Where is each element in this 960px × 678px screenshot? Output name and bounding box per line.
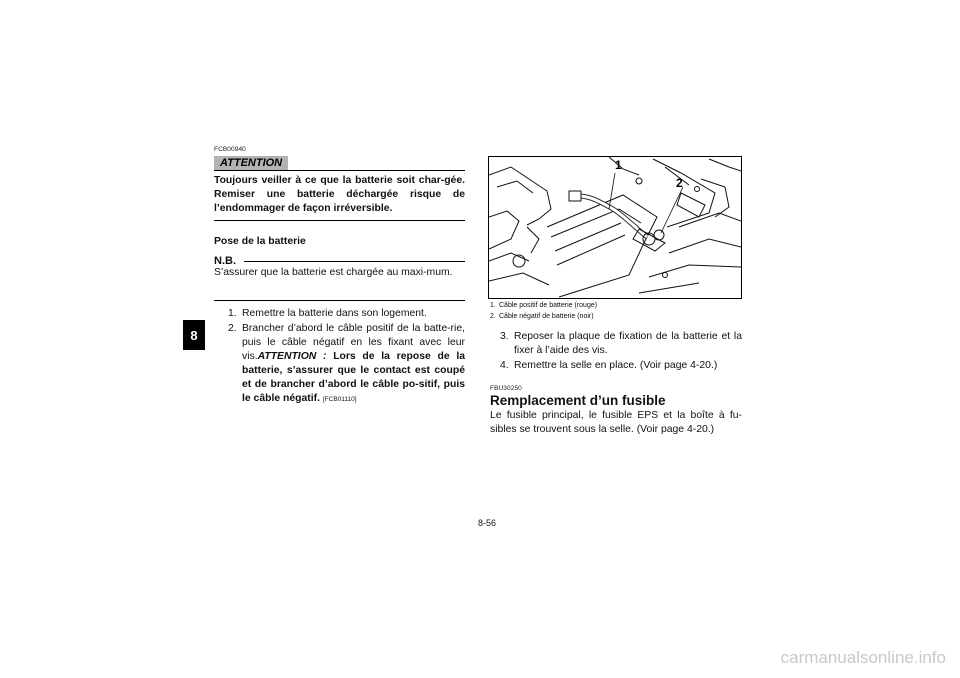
nb-label: N.B. [214, 255, 236, 267]
step-text-main: Brancher d’abord le câble positif de la batte-rie, puis le câble négatif en les fixant avec leur vis. [242, 323, 465, 362]
inline-attention-label: ATTENTION : [257, 351, 327, 362]
caption-item [490, 300, 742, 311]
figure-captions [490, 300, 742, 322]
steps-list-right [500, 330, 742, 373]
section-tab [183, 320, 205, 350]
caption-number: 2. [490, 313, 496, 320]
step-text: Remettre la selle en place. (Voir page 4-20.) [514, 360, 718, 371]
attention-text: Toujours veiller à ce que la batterie soit char-gée. Remiser une batterie déchargée risque de l’endommager de façon irréversible. [214, 175, 465, 214]
list-item [500, 330, 742, 358]
list-item [500, 359, 742, 373]
inline-attention-code: [FCB01110] [322, 396, 357, 403]
step-text: Remettre la batterie dans son logement. [242, 308, 427, 319]
fuse-section-heading: Remplacement d’un fusible [490, 393, 666, 408]
attention-rule-bottom [214, 220, 465, 221]
nb-text: S’assurer que la batterie est chargée au maxi-mum. [214, 267, 453, 278]
step-number: 1. [228, 308, 237, 319]
list-item [228, 307, 465, 321]
attention-label: ATTENTION [214, 156, 288, 170]
step-text [242, 322, 465, 407]
nb-rule [244, 261, 465, 262]
callout-2: 2 [676, 176, 683, 190]
inline-attention-text: Lors de la repose de la batterie, s’assurer que le contact est coupé et de brancher d’abord le câble po-sitif, puis le câble négatif. [242, 351, 465, 404]
steps-list-left [228, 307, 465, 407]
fuse-section-text: Le fusible principal, le fusible EPS et la boîte à fu-sibles se trouvent sous la selle. (Voir page 4-20.) [490, 410, 742, 435]
step-number: 4. [500, 360, 509, 371]
battery-illustration [489, 157, 741, 298]
nb-header [214, 251, 465, 265]
step-text: Reposer la plaque de fixation de la batterie et la fixer à l’aide des vis. [514, 331, 742, 356]
page-number: 8-56 [477, 518, 496, 528]
watermark: carmanualsonline.info [780, 648, 946, 667]
caption-number: 1. [490, 302, 496, 309]
callout-1: 1 [615, 158, 622, 172]
attention-rule-top [214, 170, 465, 171]
caption-text: Câble positif de batterie (rouge) [499, 302, 598, 309]
section-heading-pose: Pose de la batterie [214, 236, 306, 247]
nb-rule-bottom [214, 300, 465, 301]
caption-text: Câble négatif de batterie (noir) [499, 313, 594, 320]
step-number: 3. [500, 331, 509, 342]
caption-item [490, 311, 742, 322]
list-item [228, 322, 465, 407]
section-code: FBU30250 [490, 385, 522, 392]
battery-figure [488, 156, 742, 299]
attention-code: FCB00940 [214, 146, 246, 153]
step-number: 2. [228, 323, 237, 334]
section-tab-number: 8 [190, 327, 198, 343]
